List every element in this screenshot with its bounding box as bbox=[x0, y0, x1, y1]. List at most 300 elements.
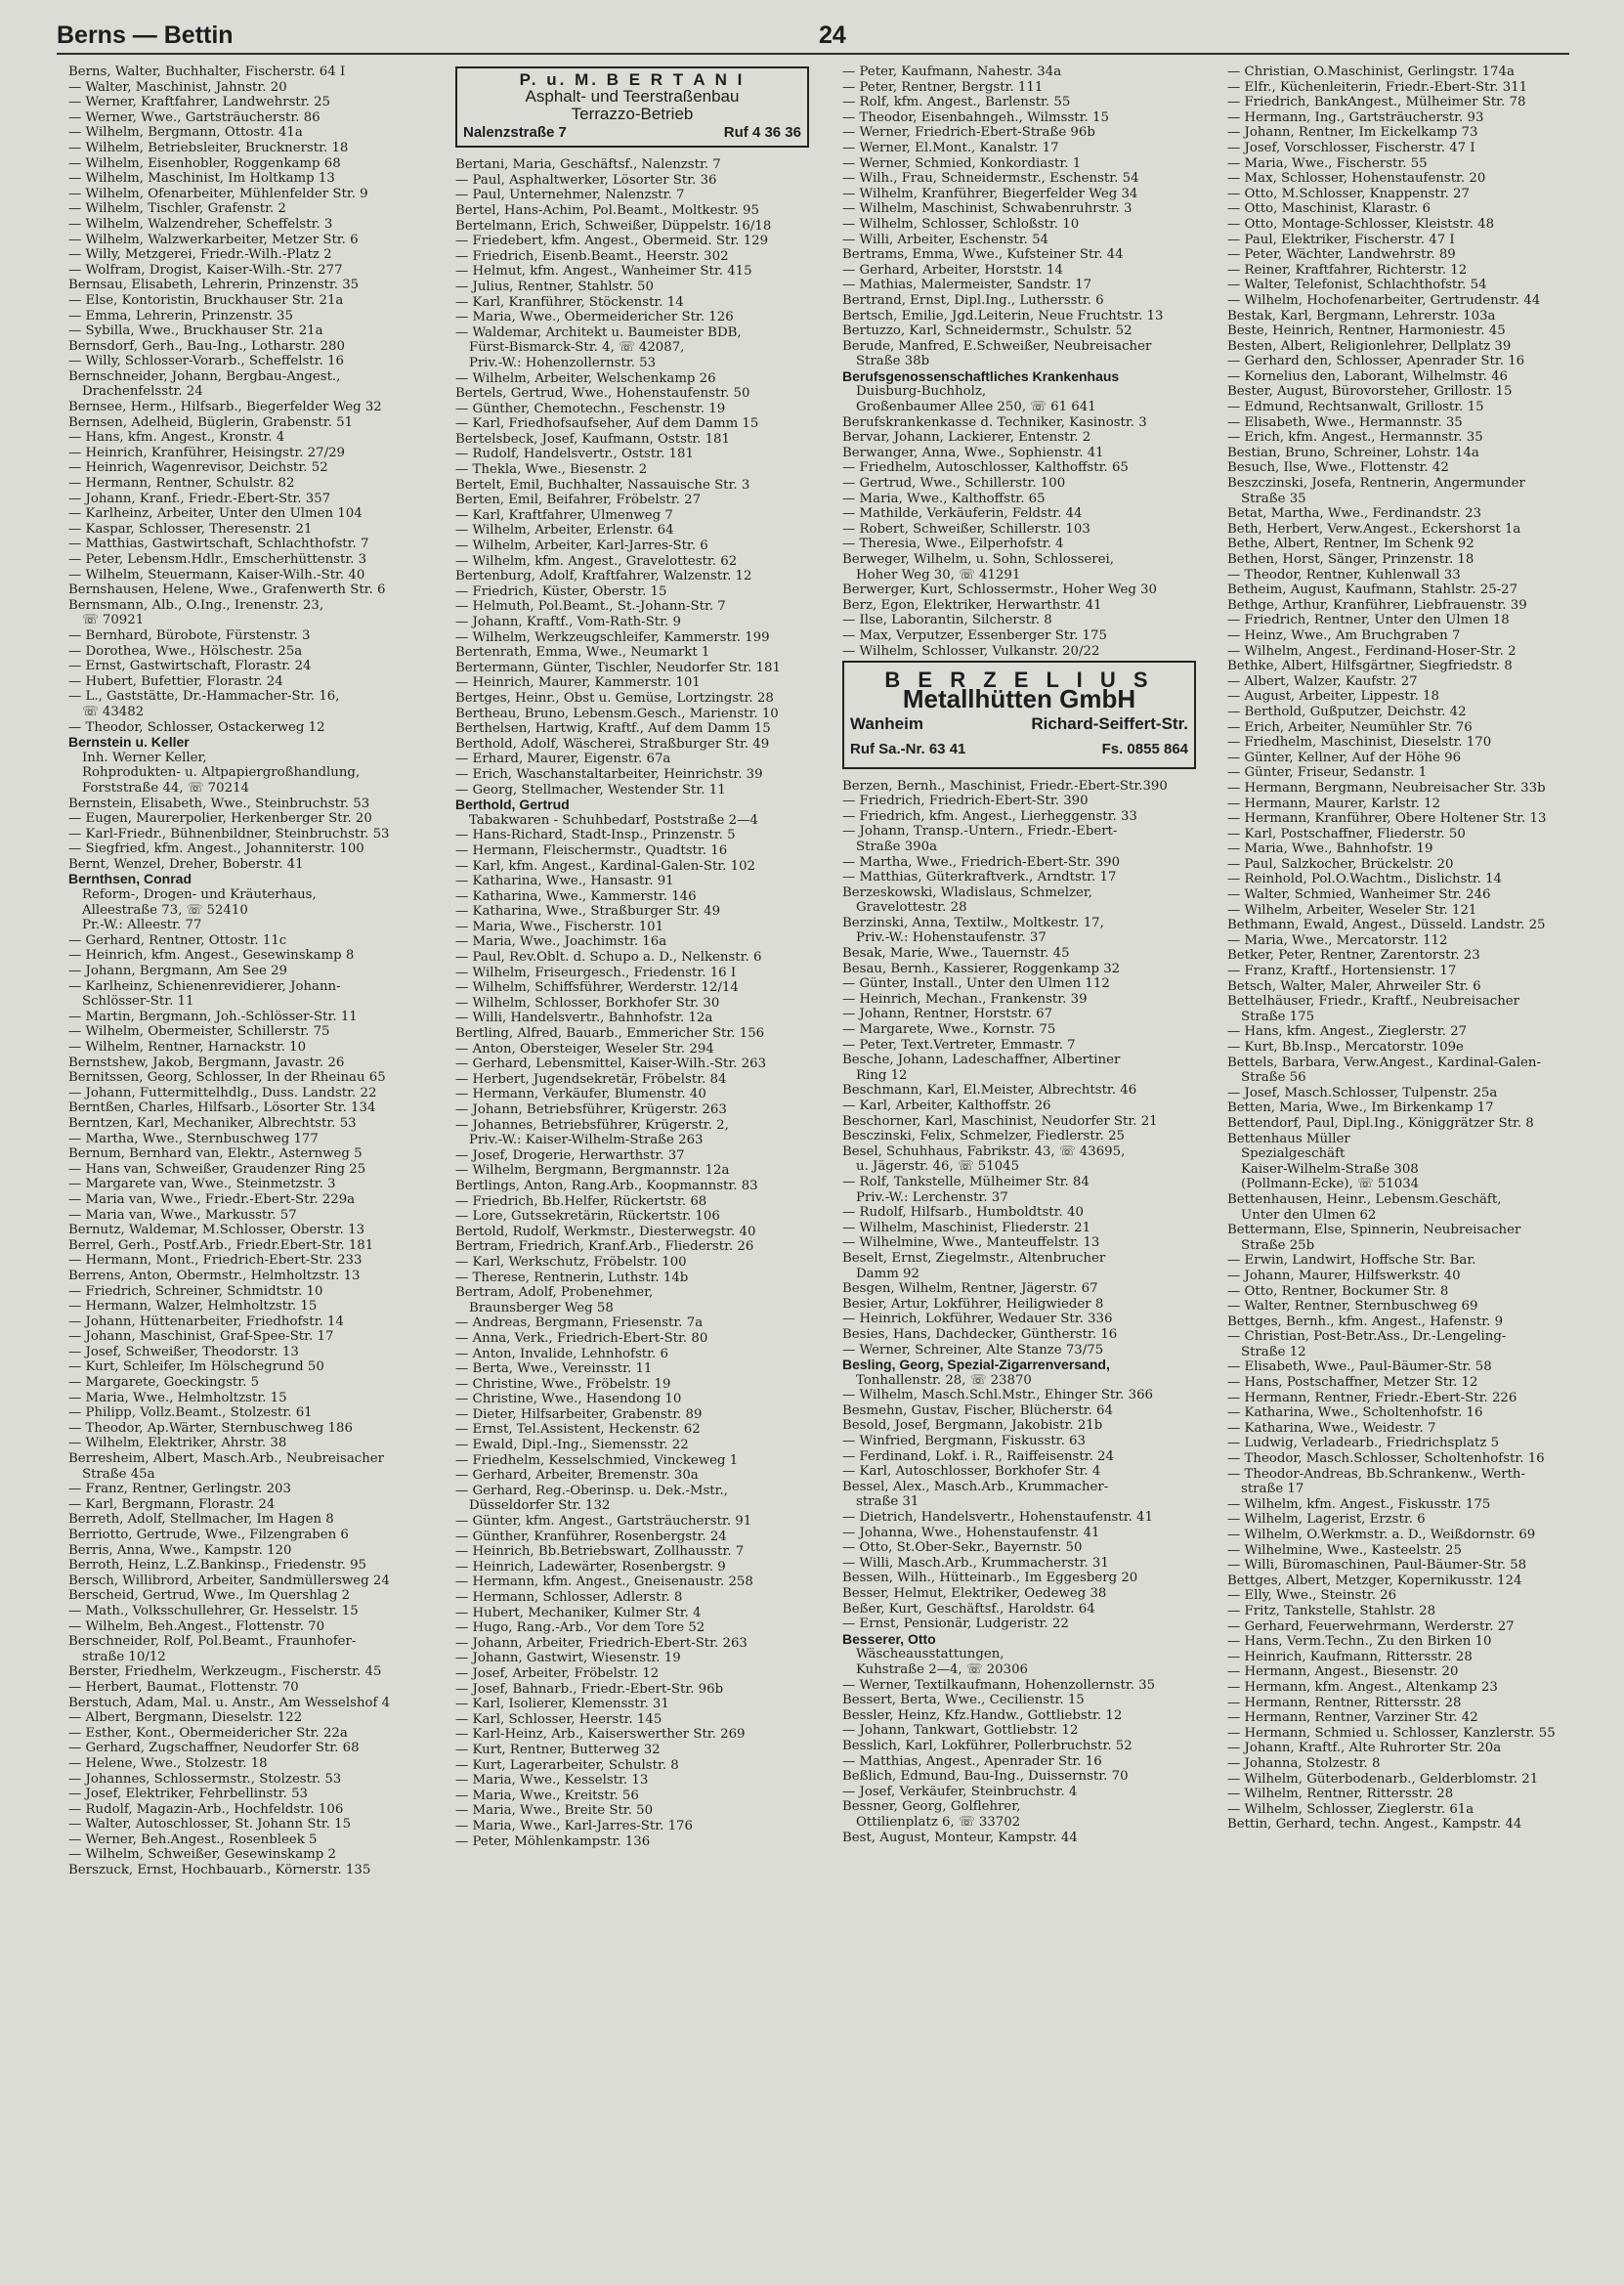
directory-entry: — Maria, Wwe., Obermeidericher Str. 126 bbox=[455, 310, 734, 325]
directory-entry: Besslich, Karl, Lokführer, Pollerbruchstr. 52 bbox=[842, 1738, 1133, 1753]
directory-entry: Bessel, Alex., Masch.Arb., Krummacher- bbox=[842, 1479, 1109, 1494]
directory-entry: — Gerhard, Rentner, Ottostr. 11c bbox=[68, 932, 287, 948]
directory-entry: (Pollmann-Ecke), ☏ 51034 bbox=[1241, 1177, 1420, 1192]
directory-entry: — Margarete, Wwe., Kornstr. 75 bbox=[842, 1022, 1056, 1038]
directory-entry: — Otto, M.Schlosser, Knappenstr. 27 bbox=[1227, 186, 1470, 201]
directory-entry: Bernitssen, Georg, Schlosser, In der Rheinau 65 bbox=[68, 1070, 386, 1086]
directory-entry: — Hermann, Fleischermstr., Quadtstr. 16 bbox=[455, 842, 728, 858]
directory-entry: Kuhstraße 2—4, ☏ 20306 bbox=[856, 1661, 1029, 1677]
directory-entry: Bertges, Heinr., Obst u. Gemüse, Lortzingstr. 28 bbox=[455, 690, 774, 706]
directory-entry: Bethmann, Ewald, Angest., Düsseld. Landstr. 25 bbox=[1227, 918, 1546, 933]
directory-entry: — Eugen, Maurerpolier, Herkenberger Str. 20 bbox=[68, 811, 372, 827]
directory-entry: Beßer, Kurt, Geschäftsf., Haroldstr. 64 bbox=[842, 1601, 1095, 1617]
ad-berzelius bbox=[842, 661, 1196, 768]
directory-entry: — Werner, Kraftfahrer, Landwehrstr. 25 bbox=[68, 95, 331, 110]
directory-entry: — Kaspar, Schlosser, Theresenstr. 21 bbox=[68, 521, 313, 537]
directory-entry: — Hans, Postschaffner, Metzer Str. 12 bbox=[1227, 1375, 1478, 1391]
directory-entry: Bettenhausen, Heinr., Lebensm.Geschäft, bbox=[1227, 1191, 1502, 1207]
directory-entry: — Johann, Betriebsführer, Krügerstr. 263 bbox=[455, 1102, 727, 1117]
directory-entry: — Winfried, Bergmann, Fiskusstr. 63 bbox=[842, 1434, 1086, 1449]
directory-entry: — Rudolf, Magazin-Arb., Hochfeldstr. 106 bbox=[68, 1801, 344, 1817]
directory-entry: — Johann, Maurer, Hilfswerkstr. 40 bbox=[1227, 1268, 1461, 1283]
directory-entry: — Walter, Telefonist, Schlachthofstr. 54 bbox=[1227, 278, 1487, 293]
directory-entry: — Johann, Maschinist, Graf-Spee-Str. 17 bbox=[68, 1329, 334, 1345]
directory-entry: — Gerhard, Lebensmittel, Kaiser-Wilh.-Str. 263 bbox=[455, 1056, 767, 1072]
directory-entry: — Paul, Asphaltwerker, Lösorter Str. 36 bbox=[455, 172, 717, 188]
directory-entry: — Hermann, Verkäufer, Blumenstr. 40 bbox=[455, 1087, 706, 1102]
directory-entry: — Gerhard den, Schlosser, Apenrader Str. 16 bbox=[1227, 354, 1525, 369]
directory-entry: — Heinrich, Kranführer, Heisingstr. 27/29 bbox=[68, 445, 345, 460]
directory-entry: — Karl, Friedhofsaufseher, Auf dem Damm 15 bbox=[455, 416, 759, 432]
directory-entry: Bertold, Rudolf, Werkmstr., Diesterwegstr. 40 bbox=[455, 1224, 756, 1239]
directory-entry: straße 31 bbox=[856, 1494, 919, 1510]
directory-entry: — Walter, Schmied, Wanheimer Str. 246 bbox=[1227, 887, 1491, 903]
directory-entry: — Friedhelm, Maschinist, Dieselstr. 170 bbox=[1227, 735, 1492, 751]
directory-entry: — Karlheinz, Schienenrevidierer, Johann- bbox=[68, 978, 341, 994]
directory-entry: — Wilhelm, Schlosser, Zieglerstr. 61a bbox=[1227, 1801, 1474, 1817]
directory-entry: — Sybilla, Wwe., Bruckhauser Str. 21a bbox=[68, 323, 323, 339]
directory-entry: — Esther, Kont., Obermeidericher Str. 22a bbox=[68, 1725, 348, 1741]
directory-entry: Bertram, Friedrich, Kranf.Arb., Fliederstr. 26 bbox=[455, 1239, 754, 1255]
directory-entry: — Martin, Bergmann, Joh.-Schlösser-Str. 11 bbox=[68, 1009, 358, 1024]
directory-entry: Bertlings, Anton, Rang.Arb., Koopmannstr. 83 bbox=[455, 1178, 758, 1193]
directory-entry: Besten, Albert, Religionlehrer, Dellplatz 39 bbox=[1227, 338, 1512, 354]
directory-entry: — Hermann, kfm. Angest., Gneisenaustr. 258 bbox=[455, 1574, 753, 1590]
directory-entry: — Friedrich, Schreiner, Schmidtstr. 10 bbox=[68, 1283, 323, 1299]
directory-entry: Berntzen, Karl, Mechaniker, Albrechtstr. 53 bbox=[68, 1115, 357, 1131]
directory-entry: Bernshausen, Helene, Wwe., Grafenwerth Str. 6 bbox=[68, 582, 386, 598]
directory-entry: — Gerhard, Reg.-Oberinsp. u. Dek.-Mstr., bbox=[455, 1483, 728, 1498]
directory-entry: — Wilhelm, Maschinist, Fliederstr. 21 bbox=[842, 1220, 1091, 1235]
directory-entry: Bessler, Heinz, Kfz.Handw., Gottliebstr. 12 bbox=[842, 1707, 1123, 1723]
directory-entry: ☏ 43482 bbox=[82, 704, 145, 719]
directory-entry: — Hermann, Bergmann, Neubreisacher Str. 33b bbox=[1227, 780, 1546, 796]
directory-entry: — Emma, Lehrerin, Prinzenstr. 35 bbox=[68, 308, 293, 323]
directory-entry: ☏ 70921 bbox=[82, 613, 145, 628]
directory-entry: — Werner, Beh.Angest., Rosenbleek 5 bbox=[68, 1832, 318, 1847]
directory-entry: — Bernhard, Bürobote, Fürstenstr. 3 bbox=[68, 627, 311, 643]
directory-entry: — Maria, Wwe., Joachimstr. 16a bbox=[455, 934, 667, 950]
ad-berzelius-subtitle: Metallhütten GmbH bbox=[902, 683, 1136, 713]
directory-entry: — Ernst, Gastwirtschaft, Florastr. 24 bbox=[68, 659, 312, 674]
directory-entry: — Karl, Postschaffner, Fliederstr. 50 bbox=[1227, 826, 1466, 841]
directory-entry: Berscheid, Gertrud, Wwe., Im Quershlag 2 bbox=[68, 1588, 351, 1604]
directory-entry: — Herbert, Jugendsekretär, Fröbelstr. 84 bbox=[455, 1071, 727, 1087]
directory-entry: — August, Arbeiter, Lippestr. 18 bbox=[1227, 689, 1439, 705]
directory-entry: Beth, Herbert, Verw.Angest., Eckershorst 1a bbox=[1227, 521, 1521, 537]
directory-entry: — Wilhelm, Schiffsführer, Werderstr. 12/14 bbox=[455, 980, 739, 996]
directory-entry: — Wilhelm, Lagerist, Erzstr. 6 bbox=[1227, 1512, 1426, 1528]
directory-entry: — Karl, kfm. Angest., Kardinal-Galen-Str. 102 bbox=[455, 858, 756, 874]
directory-entry: Großenbaumer Allee 250, ☏ 61 641 bbox=[856, 400, 1096, 415]
directory-entry: Ottilienplatz 6, ☏ 33702 bbox=[856, 1814, 1021, 1830]
directory-entry: — Josef, Schweißer, Theodorstr. 13 bbox=[68, 1344, 299, 1359]
directory-entry: Besold, Josef, Bergmann, Jakobistr. 21b bbox=[842, 1418, 1103, 1434]
directory-entry: — Gerhard, Arbeiter, Horststr. 14 bbox=[842, 262, 1063, 278]
directory-entry: — Elisabeth, Wwe., Hermannstr. 35 bbox=[1227, 414, 1463, 430]
column-3 bbox=[842, 65, 1204, 1845]
directory-entry: — Werner, El.Mont., Kanalstr. 17 bbox=[842, 140, 1059, 155]
directory-entry: — Albert, Walzer, Kaufstr. 27 bbox=[1227, 673, 1418, 689]
directory-entry: Wäscheausstattungen, bbox=[856, 1647, 1004, 1662]
directory-entry: — Karl-Heinz, Arb., Kaiserswerther Str. 269 bbox=[455, 1727, 746, 1743]
directory-entry: — Hermann, Kranführer, Obere Holtener Str. 13 bbox=[1227, 811, 1547, 827]
directory-entry: — Wilhelmine, Wwe., Manteuffelstr. 13 bbox=[842, 1235, 1100, 1251]
ad-bertani-address: Nalenzstraße 7 bbox=[463, 123, 567, 141]
directory-entry: — Friedrich, Friedrich-Ebert-Str. 390 bbox=[842, 794, 1089, 809]
directory-entry: Duisburg-Buchholz, bbox=[856, 384, 987, 400]
directory-entry: — Karl, Kraftfahrer, Ulmenweg 7 bbox=[455, 507, 673, 523]
directory-entry: Bernstein u. Keller bbox=[68, 735, 190, 751]
directory-entry: — Math., Volksschullehrer, Gr. Hesselstr. 15 bbox=[68, 1603, 359, 1618]
directory-entry: Besau, Bernh., Kassierer, Roggenkamp 32 bbox=[842, 961, 1121, 976]
directory-entry: Straße 175 bbox=[1241, 1009, 1315, 1024]
directory-entry: — Mathias, Malermeister, Sandstr. 17 bbox=[842, 278, 1092, 293]
directory-entry: — Heinrich, Lokführer, Wedauer Str. 336 bbox=[842, 1312, 1113, 1327]
directory-entry: — Ernst, Pensionär, Ludgeristr. 22 bbox=[842, 1617, 1069, 1632]
directory-entry: — Erhard, Maurer, Eigenstr. 67a bbox=[455, 752, 671, 767]
directory-entry: — Wilhelm, Masch.Schl.Mstr., Ehinger Str. 366 bbox=[842, 1388, 1154, 1403]
directory-entry: Braunsberger Weg 58 bbox=[469, 1300, 614, 1315]
directory-entry: — Theodor, Rentner, Kuhlenwall 33 bbox=[1227, 567, 1461, 582]
directory-entry: — Wilhelm, kfm. Angest., Gravelottestr. 62 bbox=[455, 553, 738, 569]
directory-entry: Bestak, Karl, Bergmann, Lehrerstr. 103a bbox=[1227, 308, 1496, 323]
directory-entry: Beschorner, Karl, Maschinist, Neudorfer Str. 21 bbox=[842, 1113, 1158, 1129]
directory-entry: — Johanna, Stolzestr. 8 bbox=[1227, 1755, 1381, 1771]
directory-entry: Bersch, Willibrord, Arbeiter, Sandmüllersweg 24 bbox=[68, 1573, 390, 1588]
directory-entry: Bessen, Wilh., Hütteinarb., Im Eggesberg 20 bbox=[842, 1571, 1138, 1586]
directory-entry: Bervar, Johann, Lackierer, Entenstr. 2 bbox=[842, 430, 1091, 446]
directory-entry: — Wilhelm, Steuermann, Kaiser-Wilh.-Str. 40 bbox=[68, 567, 365, 582]
directory-entry: — Maria, Wwe., Kalthoffstr. 65 bbox=[842, 491, 1046, 506]
directory-entry: Tabakwaren - Schuhbedarf, Poststraße 2—4 bbox=[469, 812, 758, 828]
directory-entry: — Wilhelm, Maschinist, Schwabenruhrstr. 3 bbox=[842, 201, 1133, 217]
directory-entry: Bernstein, Elisabeth, Wwe., Steinbruchstr. 53 bbox=[68, 796, 370, 811]
directory-entry: Besser, Helmut, Elektriker, Oedeweg 38 bbox=[842, 1586, 1107, 1601]
directory-entry: — Wilhelm, Werkzeugschleifer, Kammerstr. 199 bbox=[455, 629, 770, 645]
directory-entry: — Anton, Obersteiger, Weseler Str. 294 bbox=[455, 1041, 714, 1056]
directory-entry: Berten, Emil, Beifahrer, Fröbelstr. 27 bbox=[455, 493, 702, 508]
directory-entry: Betsch, Walter, Maler, Ahrweiler Str. 6 bbox=[1227, 978, 1481, 994]
directory-entry: — Johann, Hüttenarbeiter, Friedhofstr. 14 bbox=[68, 1314, 344, 1329]
directory-entry: — Thekla, Wwe., Biesenstr. 2 bbox=[455, 462, 648, 478]
directory-entry: Ring 12 bbox=[856, 1067, 908, 1083]
directory-entry: — Gerhard, Arbeiter, Bremenstr. 30a bbox=[455, 1468, 699, 1484]
directory-entry: — Johann, Gastwirt, Wiesenstr. 19 bbox=[455, 1651, 681, 1666]
directory-entry: straße 17 bbox=[1241, 1482, 1304, 1497]
directory-entry: — Katharina, Wwe., Straßburger Str. 49 bbox=[455, 904, 721, 920]
directory-entry: — Wilhelm, Betriebsleiter, Brucknerstr. 18 bbox=[68, 140, 349, 155]
directory-entry: — Ludwig, Verladearb., Friedrichsplatz 5 bbox=[1227, 1436, 1500, 1451]
directory-entry: — Anton, Invalide, Lehnhofstr. 6 bbox=[455, 1346, 668, 1361]
directory-entry: — Paul, Elektriker, Fischerstr. 47 I bbox=[1227, 232, 1455, 247]
directory-entry: Bertelt, Emil, Buchhalter, Nassauische Str. 3 bbox=[455, 477, 750, 493]
directory-entry: Bestian, Bruno, Schreiner, Lohstr. 14a bbox=[1227, 445, 1479, 460]
directory-entry: — Hermann, Schlosser, Adlerstr. 8 bbox=[455, 1590, 683, 1605]
directory-entry: Betat, Martha, Wwe., Ferdinandstr. 23 bbox=[1227, 506, 1481, 522]
directory-entry: — Peter, Lebensm.Hdlr., Emscherhüttenstr. 3 bbox=[68, 552, 367, 567]
directory-entry: — Friedebert, kfm. Angest., Obermeid. Str. 129 bbox=[455, 234, 769, 249]
page-number: 24 bbox=[819, 22, 846, 49]
directory-entry: — Karl, Isolierer, Klemensstr. 31 bbox=[455, 1697, 669, 1712]
directory-entry: — Friedhelm, Kesselschmied, Vinckeweg 1 bbox=[455, 1452, 739, 1468]
directory-entry: — Margarete van, Wwe., Steinmetzstr. 3 bbox=[68, 1177, 336, 1192]
directory-entry: — Hermann, Walzer, Helmholtzstr. 15 bbox=[68, 1299, 318, 1315]
directory-entry: — Walter, Rentner, Sternbuschweg 69 bbox=[1227, 1299, 1478, 1315]
directory-entry: — Wilhelm, Schlosser, Vulkanstr. 20/22 bbox=[842, 643, 1100, 659]
directory-entry: Berszuck, Ernst, Hochbauarb., Körnerstr. 135 bbox=[68, 1863, 371, 1878]
ad-bertani-line1: Asphalt- und Teerstraßenbau bbox=[525, 86, 740, 106]
directory-entry: — Ilse, Laborantin, Silcherstr. 8 bbox=[842, 613, 1052, 628]
directory-entry: — Wilh., Frau, Schneidermstr., Eschenstr. 54 bbox=[842, 171, 1139, 187]
directory-entry: Straße 35 bbox=[1241, 491, 1306, 506]
directory-entry: — Dieter, Hilfsarbeiter, Grabenstr. 89 bbox=[455, 1406, 703, 1422]
directory-entry: — Ernst, Tel.Assistent, Heckenstr. 62 bbox=[455, 1422, 701, 1438]
directory-entry: — Reinhold, Pol.O.Wachtm., Dislichstr. 14 bbox=[1227, 872, 1503, 887]
directory-entry: — Hans-Richard, Stadt-Insp., Prinzenstr. 5 bbox=[455, 828, 736, 843]
ad-bertani-line2: Terrazzo-Betrieb bbox=[571, 104, 694, 123]
directory-entry: — Wilhelm, Schweißer, Gesewinskamp 2 bbox=[68, 1847, 336, 1863]
directory-entry: — Philipp, Vollz.Beamt., Stolzestr. 61 bbox=[68, 1405, 313, 1421]
directory-entry: Unter den Ulmen 62 bbox=[1241, 1207, 1377, 1223]
directory-entry: Berrens, Anton, Obermstr., Helmholtzstr. 13 bbox=[68, 1268, 361, 1283]
directory-entry: — Peter, Text.Vertreter, Emmastr. 7 bbox=[842, 1037, 1076, 1053]
directory-entry: — Josef, Masch.Schlosser, Tulpenstr. 25a bbox=[1227, 1085, 1498, 1100]
directory-entry: — Hermann, Rentner, Friedr.-Ebert-Str. 226 bbox=[1227, 1390, 1517, 1405]
directory-entry: — Lore, Gutssekretärin, Rückertstr. 106 bbox=[455, 1209, 720, 1225]
directory-entry: — Herbert, Baumat., Flottenstr. 70 bbox=[68, 1679, 299, 1695]
directory-entry: Berster, Friedhelm, Werkzeugm., Fischerstr. 45 bbox=[68, 1664, 382, 1680]
directory-entry: — Hermann, Angest., Biesenstr. 20 bbox=[1227, 1664, 1459, 1680]
directory-entry: — Johann, Transp.-Untern., Friedr.-Ebert- bbox=[842, 824, 1118, 840]
directory-entry: Berris, Anna, Wwe., Kampstr. 120 bbox=[68, 1542, 292, 1558]
ad-bertani bbox=[455, 66, 809, 148]
directory-entry: — Theodor, Ap.Wärter, Sternbuschweg 186 bbox=[68, 1420, 353, 1436]
directory-entry: — Johann, Kraftf., Alte Ruhrorter Str. 20a bbox=[1227, 1741, 1502, 1756]
directory-entry: — Elisabeth, Wwe., Paul-Bäumer-Str. 58 bbox=[1227, 1359, 1492, 1375]
directory-entry: — Günther, Chemotechn., Feschenstr. 19 bbox=[455, 401, 726, 416]
directory-entry: — Hans, kfm. Angest., Kronstr. 4 bbox=[68, 430, 285, 446]
directory-entry: u. Jägerstr. 46, ☏ 51045 bbox=[856, 1159, 1020, 1175]
directory-entry: Besier, Artur, Lokführer, Heiligwieder 8 bbox=[842, 1296, 1104, 1312]
directory-entry: — Karl, Kranführer, Stöckenstr. 14 bbox=[455, 294, 684, 310]
directory-entry: — Johann, Futtermittelhdlg., Duss. Landstr. 22 bbox=[68, 1085, 377, 1100]
directory-entry: — Hermann, Rentner, Schulstr. 82 bbox=[68, 476, 295, 492]
directory-entry: — Wilhelmine, Wwe., Kasteelstr. 25 bbox=[1227, 1542, 1462, 1558]
directory-entry: Berwerger, Kurt, Schlossermstr., Hoher Weg 30 bbox=[842, 582, 1158, 598]
directory-entry: — Werner, Wwe., Gartsträucherstr. 86 bbox=[68, 109, 321, 125]
directory-entry: — Wilhelm, Arbeiter, Erlenstr. 64 bbox=[455, 523, 674, 539]
directory-entry: Bernschneider, Johann, Bergbau-Angest., bbox=[68, 368, 341, 384]
directory-entry: Bertelmann, Erich, Schweißer, Düppelstr. 16/18 bbox=[455, 218, 772, 234]
directory-entry: Bessert, Berta, Wwe., Cecilienstr. 15 bbox=[842, 1693, 1085, 1708]
directory-entry: — Siegfried, kfm. Angest., Johanniterstr. 100 bbox=[68, 841, 364, 857]
directory-entry: — Maria, Wwe., Karl-Jarres-Str. 176 bbox=[455, 1818, 693, 1833]
column-1 bbox=[68, 65, 430, 1878]
directory-entry: — Theresia, Wwe., Eilperhofstr. 4 bbox=[842, 537, 1064, 552]
directory-entry: Bertenrath, Emma, Wwe., Neumarkt 1 bbox=[455, 645, 710, 661]
directory-entry: — Heinrich, Ladewärter, Rosenbergstr. 9 bbox=[455, 1559, 726, 1574]
directory-entry: Berufskrankenkasse d. Techniker, Kasinostr. 3 bbox=[842, 414, 1147, 430]
directory-entry: Beßlich, Edmund, Bau-Ing., Duissernstr. 70 bbox=[842, 1769, 1129, 1785]
directory-entry: — Matthias, Güterkraftverk., Arndtstr. 17 bbox=[842, 870, 1117, 885]
directory-entry: — Wilhelm, Eisenhobler, Roggenkamp 68 bbox=[68, 155, 341, 171]
directory-entry: — Karl-Friedr., Bühnenbildner, Steinbruchstr. 53 bbox=[68, 826, 390, 841]
directory-entry: Berthold, Adolf, Wäscherei, Straßburger Str. 49 bbox=[455, 736, 770, 752]
directory-entry: — Paul, Salzkocher, Brückelstr. 20 bbox=[1227, 856, 1454, 872]
directory-entry: — Wilhelm, O.Werkmstr. a. D., Weißdornstr. 69 bbox=[1227, 1528, 1536, 1542]
directory-entry: Spezialgeschäft bbox=[1241, 1146, 1346, 1162]
directory-entry: Bertenburg, Adolf, Kraftfahrer, Walzenstr. 12 bbox=[455, 569, 752, 584]
directory-entry: — Willi, Handelsvertr., Bahnhofstr. 12a bbox=[455, 1011, 713, 1026]
directory-entry: — Christian, Post-Betr.Ass., Dr.-Lengeling- bbox=[1227, 1329, 1507, 1345]
directory-entry: — Johannes, Schlossermstr., Stolzestr. 53 bbox=[68, 1771, 342, 1787]
directory-entry: — Hermann, Schmied u. Schlosser, Kanzlerstr. 55 bbox=[1227, 1725, 1556, 1741]
directory-entry: — Wilhelm, Güterbodenarb., Gelderblomstr. 21 bbox=[1227, 1771, 1539, 1787]
directory-entry: — Wilhelm, Arbeiter, Welschenkamp 26 bbox=[455, 370, 716, 386]
directory-entry: Priv.-W.: Kaiser-Wilhelm-Straße 263 bbox=[469, 1133, 704, 1148]
directory-entry: — Friedrich, Bb.Helfer, Rückertstr. 68 bbox=[455, 1193, 707, 1209]
directory-entry: — Berthold, Gußputzer, Deichstr. 42 bbox=[1227, 704, 1467, 719]
directory-entry: — Hans, Verm.Techn., Zu den Birken 10 bbox=[1227, 1634, 1492, 1650]
directory-entry: — Günter, kfm. Angest., Gartsträucherstr. 91 bbox=[455, 1514, 752, 1530]
directory-entry: — Hermann, Rentner, Rittersstr. 28 bbox=[1227, 1695, 1462, 1710]
directory-entry: — Wilhelm, Kranführer, Biegerfelder Weg 34 bbox=[842, 186, 1138, 201]
directory-entry: Berufsgenossenschaftliches Krankenhaus bbox=[842, 368, 1120, 384]
directory-entry: Bettenhaus Müller bbox=[1227, 1131, 1350, 1146]
directory-entry: — Maria van, Wwe., Markusstr. 57 bbox=[68, 1207, 297, 1223]
directory-entry: — Werner, Textilkaufmann, Hohenzollernstr. 35 bbox=[842, 1677, 1156, 1693]
directory-entry: — Wilhelm, Obermeister, Schillerstr. 75 bbox=[68, 1024, 330, 1040]
directory-entry: — Peter, Rentner, Bergstr. 111 bbox=[842, 79, 1044, 95]
directory-entry: — Heinrich, Wagenrevisor, Deichstr. 52 bbox=[68, 460, 328, 476]
directory-entry: — Willi, Masch.Arb., Krummacherstr. 31 bbox=[842, 1555, 1109, 1571]
directory-entry: — Wilhelm, Rentner, Harnackstr. 10 bbox=[68, 1040, 307, 1055]
directory-entry: — Franz, Kraftf., Hortensienstr. 17 bbox=[1227, 964, 1457, 979]
directory-entry: Bettendorf, Paul, Dipl.Ing., Königgrätzer Str. 8 bbox=[1227, 1115, 1534, 1131]
directory-entry: Bernsau, Elisabeth, Lehrerin, Prinzenstr. 35 bbox=[68, 278, 360, 293]
directory-entry: — Katharina, Wwe., Kammerstr. 146 bbox=[455, 888, 697, 904]
directory-entry: — Gertrud, Wwe., Schillerstr. 100 bbox=[842, 476, 1066, 492]
directory-entry: — Martha, Wwe., Friedrich-Ebert-Str. 390 bbox=[842, 854, 1121, 870]
directory-entry: — Waldemar, Architekt u. Baumeister BDB, bbox=[455, 324, 742, 340]
directory-entry: Bethen, Horst, Sänger, Prinzenstr. 18 bbox=[1227, 552, 1474, 567]
column-4 bbox=[1227, 65, 1589, 1832]
directory-entry: — Josef, Drogerie, Herwarthstr. 37 bbox=[455, 1147, 685, 1163]
directory-entry: — Maria van, Wwe., Friedr.-Ebert-Str. 229a bbox=[68, 1191, 356, 1207]
directory-entry: — Peter, Möhlenkampstr. 136 bbox=[455, 1833, 651, 1849]
directory-entry: Bernsen, Adelheid, Büglerin, Grabenstr. 51 bbox=[68, 414, 354, 430]
directory-entry: — Hermann, kfm. Angest., Altenkamp 23 bbox=[1227, 1679, 1498, 1695]
directory-entry: — Hermann, Ing., Gartsträucherstr. 93 bbox=[1227, 109, 1484, 125]
directory-entry: straße 10/12 bbox=[82, 1649, 166, 1664]
directory-entry: Bertsch, Emilie, Jgd.Leiterin, Neue Fruchtstr. 13 bbox=[842, 308, 1164, 323]
directory-entry: Berreth, Adolf, Stellmacher, Im Hagen 8 bbox=[68, 1512, 334, 1528]
directory-entry: Bernthsen, Conrad bbox=[68, 872, 192, 887]
directory-entry: — Katharina, Wwe., Weidestr. 7 bbox=[1227, 1420, 1436, 1436]
directory-entry: Bethke, Albert, Hilfsgärtner, Siegfriedstr. 8 bbox=[1227, 659, 1513, 674]
directory-entry: — Josef, Bahnarb., Friedr.-Ebert-Str. 96b bbox=[455, 1681, 724, 1697]
directory-entry: — Katharina, Wwe., Hansastr. 91 bbox=[455, 874, 674, 889]
directory-entry: — Walter, Maschinist, Jahnstr. 20 bbox=[68, 79, 287, 95]
directory-entry: Bettels, Barbara, Verw.Angest., Kardinal-Galen- bbox=[1227, 1055, 1541, 1070]
directory-entry: Beste, Heinrich, Rentner, Harmoniestr. 45 bbox=[1227, 323, 1506, 339]
directory-entry: — Matthias, Angest., Apenrader Str. 16 bbox=[842, 1753, 1102, 1769]
directory-entry: Besczinski, Felix, Schmelzer, Fiedlerstr. 25 bbox=[842, 1129, 1125, 1144]
directory-entry: Besel, Schuhhaus, Fabrikstr. 43, ☏ 43695, bbox=[842, 1143, 1126, 1159]
directory-entry: Besies, Hans, Dachdecker, Güntherstr. 16 bbox=[842, 1326, 1118, 1342]
ad-berzelius-name: B E R Z E L I U S bbox=[884, 668, 1154, 693]
directory-entry: — Johann, Tankwart, Gottliebstr. 12 bbox=[842, 1723, 1079, 1739]
directory-entry: Bernstshew, Jakob, Bergmann, Javastr. 26 bbox=[68, 1055, 345, 1070]
directory-entry: Bertani, Maria, Geschäftsf., Nalenzstr. 7 bbox=[455, 157, 721, 173]
directory-entry: Besling, Georg, Spezial-Zigarrenversand, bbox=[842, 1358, 1110, 1373]
directory-entry: — Johann, Rentner, Im Eickelkamp 73 bbox=[1227, 125, 1478, 141]
directory-entry: Berude, Manfred, E.Schweißer, Neubreisacher bbox=[842, 338, 1152, 354]
directory-entry: — Wilhelm, Maschinist, Im Holtkamp 13 bbox=[68, 171, 335, 187]
directory-entry: Straße 390a bbox=[856, 839, 938, 854]
directory-entry: — Karl, Bergmann, Florastr. 24 bbox=[68, 1496, 276, 1512]
directory-entry: — Maria, Wwe., Helmholtzstr. 15 bbox=[68, 1390, 287, 1405]
directory-entry: Drachenfelsstr. 24 bbox=[82, 384, 203, 400]
directory-entry: — Wilhelm, Walzendreher, Scheffelstr. 3 bbox=[68, 216, 333, 232]
directory-entry: — Friedrich, kfm. Angest., Lierheggenstr. 33 bbox=[842, 808, 1137, 824]
directory-entry: Priv.-W.: Lerchenstr. 37 bbox=[856, 1189, 1008, 1205]
ad-bertani-name: P. u. M. B E R T A N I bbox=[519, 70, 746, 89]
directory-entry: — Wilhelm, Schlosser, Schloßstr. 10 bbox=[842, 216, 1080, 232]
directory-entry: — Paul, Unternehmer, Nalenzstr. 7 bbox=[455, 188, 685, 203]
directory-entry: — Karl, Werkschutz, Fröbelstr. 100 bbox=[455, 1254, 687, 1270]
directory-entry: — Hubert, Bufettier, Florastr. 24 bbox=[68, 673, 283, 689]
directory-entry: — Günter, Friseur, Sedanstr. 1 bbox=[1227, 765, 1428, 781]
directory-entry: Betten, Maria, Wwe., Im Birkenkamp 17 bbox=[1227, 1100, 1494, 1116]
directory-entry: Fürst-Bismarck-Str. 4, ☏ 42087, bbox=[469, 340, 685, 356]
directory-entry: Beselt, Ernst, Ziegelmstr., Altenbrucher bbox=[842, 1250, 1106, 1266]
directory-entry: Besserer, Otto bbox=[842, 1631, 936, 1647]
directory-entry: — Heinrich, Bb.Betriebswart, Zollhausstr. 7 bbox=[455, 1544, 745, 1560]
directory-entry: — Günther, Kranführer, Rosenbergstr. 24 bbox=[455, 1529, 727, 1544]
directory-entry: — Erich, Arbeiter, Neumühler Str. 76 bbox=[1227, 719, 1473, 735]
directory-entry: — Margarete, Goeckingstr. 5 bbox=[68, 1375, 260, 1391]
directory-entry: Bessner, Georg, Golflehrer, bbox=[842, 1799, 1021, 1815]
directory-entry: — Johanna, Wwe., Hohenstaufenstr. 41 bbox=[842, 1525, 1100, 1540]
directory-entry: — Theodor, Masch.Schlosser, Scholtenhofstr. 16 bbox=[1227, 1451, 1545, 1467]
directory-entry: Berz, Egon, Elektriker, Herwarthstr. 41 bbox=[842, 597, 1102, 613]
directory-entry: — Hubert, Mechaniker, Kulmer Str. 4 bbox=[455, 1605, 702, 1620]
directory-entry: — Kurt, Lagerarbeiter, Schulstr. 8 bbox=[455, 1757, 679, 1773]
directory-entry: Bernt, Wenzel, Dreher, Boberstr. 41 bbox=[68, 856, 304, 872]
directory-entry: Bertrams, Emma, Wwe., Kufsteiner Str. 44 bbox=[842, 247, 1124, 263]
directory-entry: Berriotto, Gertrude, Wwe., Filzengraben 6 bbox=[68, 1528, 349, 1542]
directory-entry: — Johannes, Betriebsführer, Krügerstr. 2, bbox=[455, 1117, 729, 1133]
directory-entry: — Heinrich, kfm. Angest., Gesewinskamp 8 bbox=[68, 948, 355, 964]
directory-entry: Berresheim, Albert, Masch.Arb., Neubreisacher bbox=[68, 1451, 384, 1467]
directory-entry: Pr.-W.: Alleestr. 77 bbox=[82, 918, 202, 933]
directory-entry: — Theodor-Andreas, Bb.Schrankenw., Werth- bbox=[1227, 1466, 1525, 1482]
directory-entry: — Wolfram, Drogist, Kaiser-Wilh.-Str. 277 bbox=[68, 262, 343, 278]
directory-entry: — Reiner, Kraftfahrer, Richterstr. 12 bbox=[1227, 262, 1468, 278]
directory-entry: — Karl, Arbeiter, Kalthoffstr. 26 bbox=[842, 1099, 1051, 1113]
directory-entry: — Mathilde, Verkäuferin, Feldstr. 44 bbox=[842, 506, 1083, 522]
directory-entry: Bettelhäuser, Friedr., Kraftf., Neubreisacher bbox=[1227, 994, 1519, 1010]
directory-entry: — Rolf, Tankstelle, Mülheimer Str. 84 bbox=[842, 1174, 1090, 1189]
directory-entry: — Erich, kfm. Angest., Hermannstr. 35 bbox=[1227, 430, 1483, 446]
directory-entry: — Katharina, Wwe., Scholtenhofstr. 16 bbox=[1227, 1405, 1483, 1421]
directory-entry: — Johann, Kranf., Friedr.-Ebert-Str. 357 bbox=[68, 491, 331, 506]
directory-entry: — Rudolf, Hilfsarb., Humboldtstr. 40 bbox=[842, 1205, 1084, 1221]
directory-entry: — Else, Kontoristin, Bruckhauser Str. 21a bbox=[68, 292, 344, 308]
directory-entry: — Werner, Friedrich-Ebert-Straße 96b bbox=[842, 125, 1095, 141]
